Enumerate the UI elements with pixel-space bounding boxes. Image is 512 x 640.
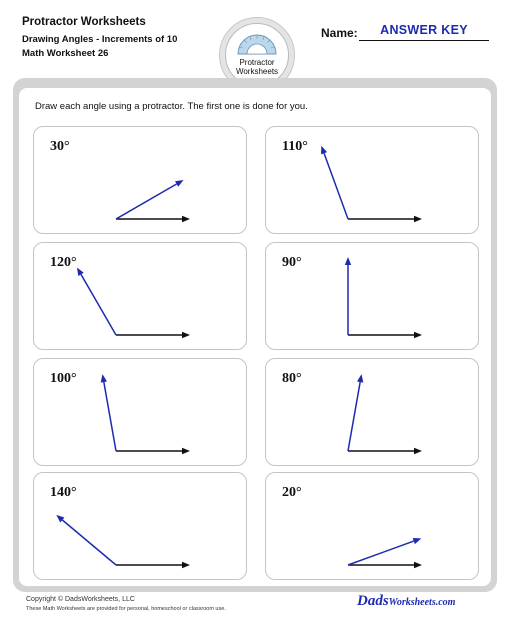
name-underline (359, 40, 489, 41)
angle-ray-arrow (116, 180, 184, 219)
angle-label: 140° (50, 485, 77, 500)
baseline-arrow (348, 562, 422, 568)
worksheet-title: Protractor Worksheets (22, 16, 146, 28)
angle-card (33, 242, 247, 350)
brand-name: Dads (357, 593, 389, 609)
baseline-arrow (116, 332, 190, 338)
angle-card (265, 126, 479, 234)
protractor-icon (236, 30, 278, 56)
angle-label: 90° (282, 255, 302, 270)
angle-ray-arrow (348, 538, 421, 565)
brand-logo (357, 593, 455, 610)
baseline-arrow (348, 216, 422, 222)
angle-label: 30° (50, 139, 70, 154)
baseline-arrow (116, 562, 190, 568)
angle-drawing (266, 243, 480, 351)
worksheet-number: Math Worksheet 26 (22, 48, 109, 59)
baseline-arrow (116, 216, 190, 222)
angle-ray-arrow (56, 515, 116, 565)
angle-card (33, 358, 247, 466)
footer-notice: These Math Worksheets are provided for personal, homeschool or classroom use. (26, 606, 226, 612)
angle-card (33, 126, 247, 234)
angle-ray-arrow (101, 374, 116, 451)
angle-drawing (34, 359, 248, 467)
angle-ray-arrow (77, 267, 116, 335)
angle-label: 100° (50, 371, 77, 386)
angle-label: 80° (282, 371, 302, 386)
angle-card (265, 242, 479, 350)
angle-drawing (266, 473, 480, 581)
angle-drawing (266, 359, 480, 467)
angle-drawing (34, 473, 248, 581)
angle-card (33, 472, 247, 580)
angle-ray-arrow (321, 146, 348, 219)
angle-drawing (34, 243, 248, 351)
angle-label: 110° (282, 139, 308, 154)
brand-suffix: Worksheets.com (388, 597, 456, 608)
instruction-text: Draw each angle using a protractor. The first one is done for you. (35, 101, 308, 112)
angle-label: 120° (50, 255, 77, 270)
baseline-arrow (348, 332, 422, 338)
name-label: Name: (321, 26, 358, 40)
angle-drawing (266, 127, 480, 235)
angle-card (265, 472, 479, 580)
angle-card (265, 358, 479, 466)
angle-label: 20° (282, 485, 302, 500)
baseline-arrow (116, 448, 190, 454)
logo-text-line2: Worksheets (235, 67, 279, 76)
angle-ray-arrow (348, 374, 363, 451)
logo-text-line1: Protractor (239, 58, 275, 67)
name-field[interactable]: ANSWER KEY (380, 23, 468, 37)
angle-ray-arrow (345, 257, 351, 335)
baseline-arrow (348, 448, 422, 454)
worksheet-subtitle: Drawing Angles - Increments of 10 (22, 34, 178, 45)
angle-drawing (34, 127, 248, 235)
footer-copyright: Copyright © DadsWorksheets, LLC (26, 596, 135, 603)
